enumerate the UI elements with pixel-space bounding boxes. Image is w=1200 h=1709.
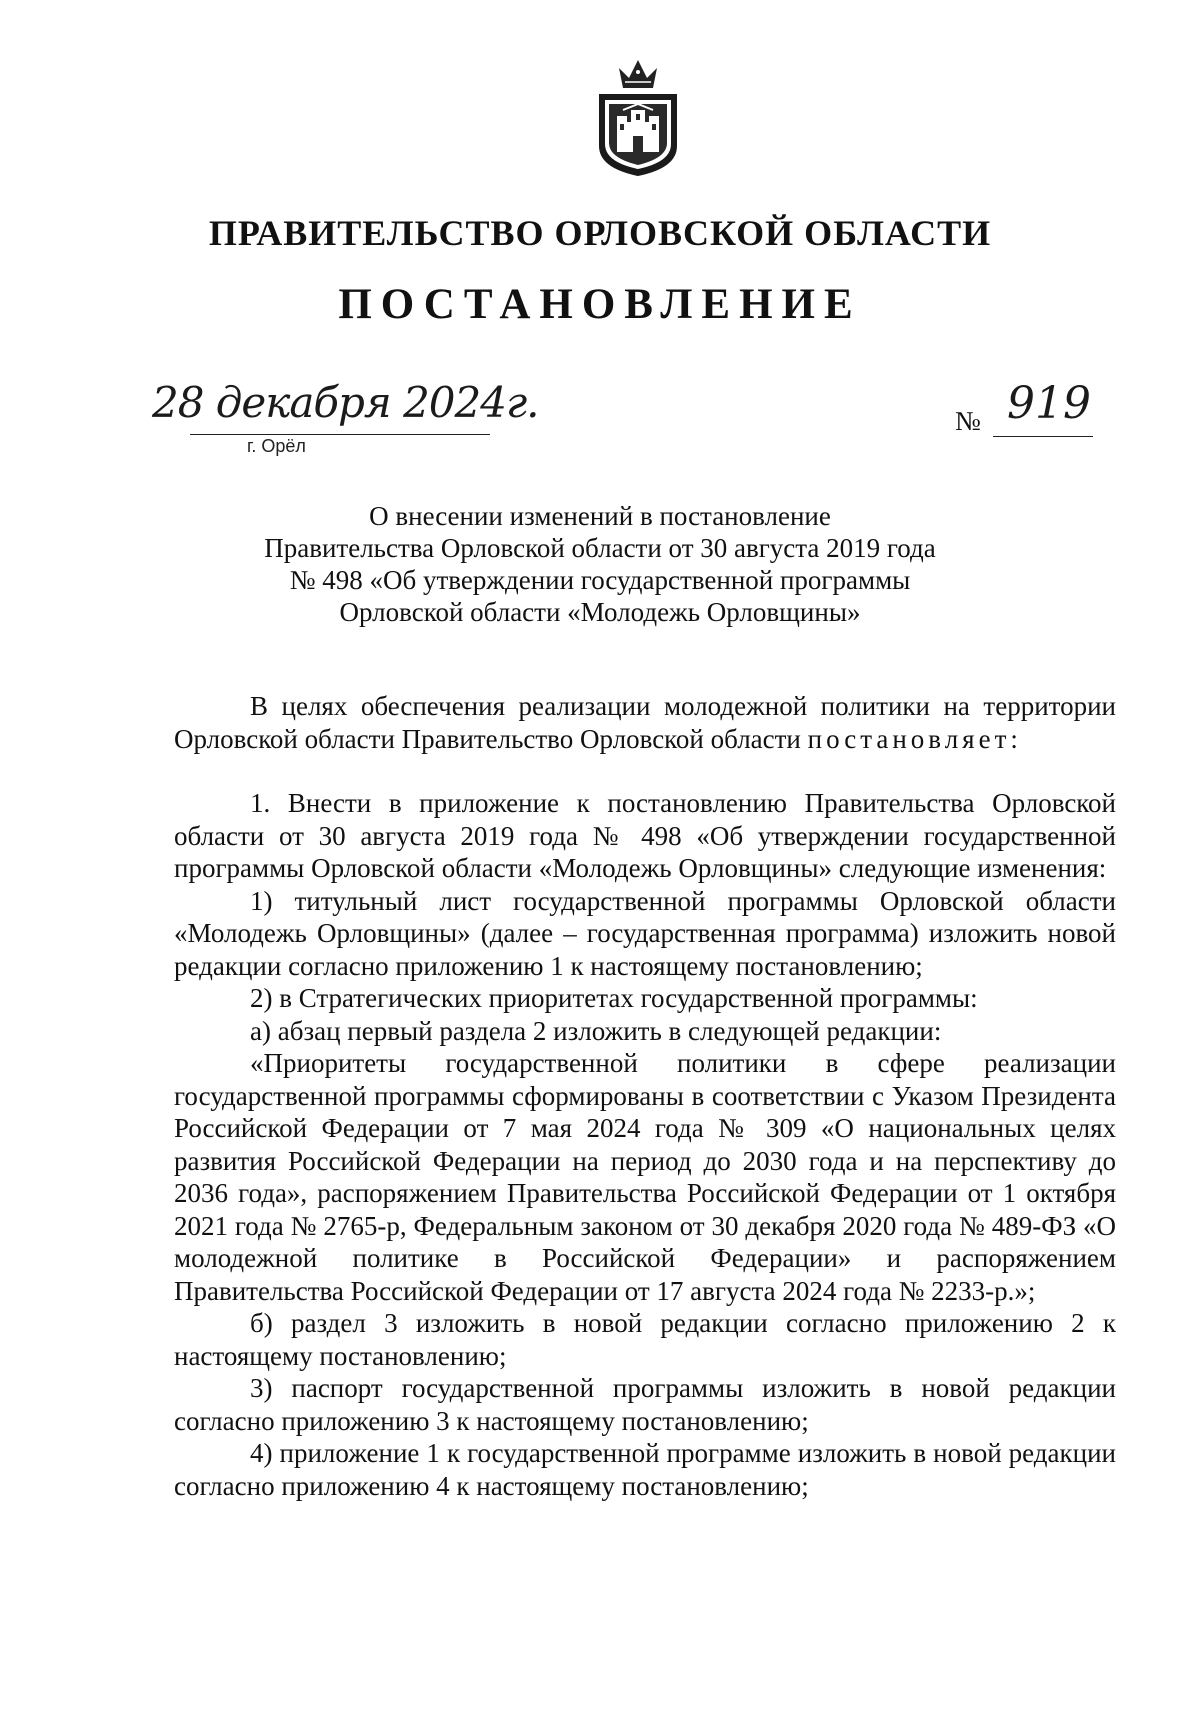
document-subject (200, 500, 1000, 628)
subject-line: Правительства Орловской области от 30 августа 2019 года (264, 533, 936, 563)
preamble-paragraph (174, 690, 1116, 755)
date-block (150, 378, 539, 458)
date-underline (190, 434, 490, 435)
item-1-2b-paragraph: б) раздел 3 изложить в новой редакции согласно приложению 2 к настоящему постановлению; (174, 1308, 1116, 1371)
government-title: ПРАВИТЕЛЬСТВО ОРЛОВСКОЙ ОБЛАСТИ (208, 213, 992, 253)
item-1-2a-paragraph: а) абзац первый раздела 2 изложить в следующей редакции: (250, 1015, 942, 1046)
handwritten-number: 919 (1007, 378, 1091, 429)
subject-line: Орловской области «Молодежь Орловщины» (339, 597, 861, 627)
preamble-text: В целях обеспечения реализации молодежной политики на территории Орловской области Правительство Орловской области (174, 691, 1116, 754)
subject-line: № 498 «Об утверждении государственной программы (289, 565, 911, 595)
number-block (955, 378, 1105, 448)
handwritten-date: 28 декабря 2024г. (152, 378, 539, 427)
preamble-decree-word: постановляет: (807, 723, 1022, 754)
item-1-2-paragraph: 2) в Стратегических приоритетах государственной программы: (250, 983, 978, 1013)
item-1-4-paragraph: 4) приложение 1 к государственной программе изложить в новой редакции согласно приложению 4 к настоящему постановлению; (174, 1438, 1116, 1501)
item-1-1-paragraph: 1) титульный лист государственной программы Орловской области «Молодежь Орловщины» (далее – государственная программа) изложить новой редакции согласно приложению 1 к настоящему постановлению; (174, 885, 1116, 981)
item-1-3-paragraph: 3) паспорт государственной программы изложить в новой редакции согласно приложению 3 к настоящему постановлению; (174, 1373, 1116, 1436)
city-label: г. Орёл (247, 436, 306, 456)
item-1-paragraph: 1. Внести в приложение к постановлению Правительства Орловской области от 30 августа 2019 года № 498 «Об утверждении государственной программы Орловской области «Молодежь Орловщины» следующие изменения: (174, 788, 1116, 883)
quoted-paragraph: «Приоритеты государственной политики в сфере реализации государственной программы сформированы в соответствии с Указом Президента Российской Федерации от 7 мая 2024 года № 309 «О национальных целях развития Российской Федерации на период до 2030 года и на перспективу до 2036 года», распоряжением Правительства Российской Федерации от 1 октября 2021 года № 2765-р, Федеральным законом от 30 декабря 2020 года № 489-ФЗ «О молодежной политике в Российской Федерации» и распоряжением Правительства Российской Федерации от 17 августа 2024 года № 2233-р.»; (174, 1048, 1116, 1306)
number-sign: № (955, 406, 981, 436)
document-body (174, 690, 1116, 1502)
number-underline (993, 436, 1093, 437)
document-type-title: ПОСТАНОВЛЕНИЕ (338, 281, 862, 328)
orel-oblast-coat-of-arms-icon (593, 58, 683, 180)
subject-line: О внесении изменений в постановление (369, 501, 831, 531)
